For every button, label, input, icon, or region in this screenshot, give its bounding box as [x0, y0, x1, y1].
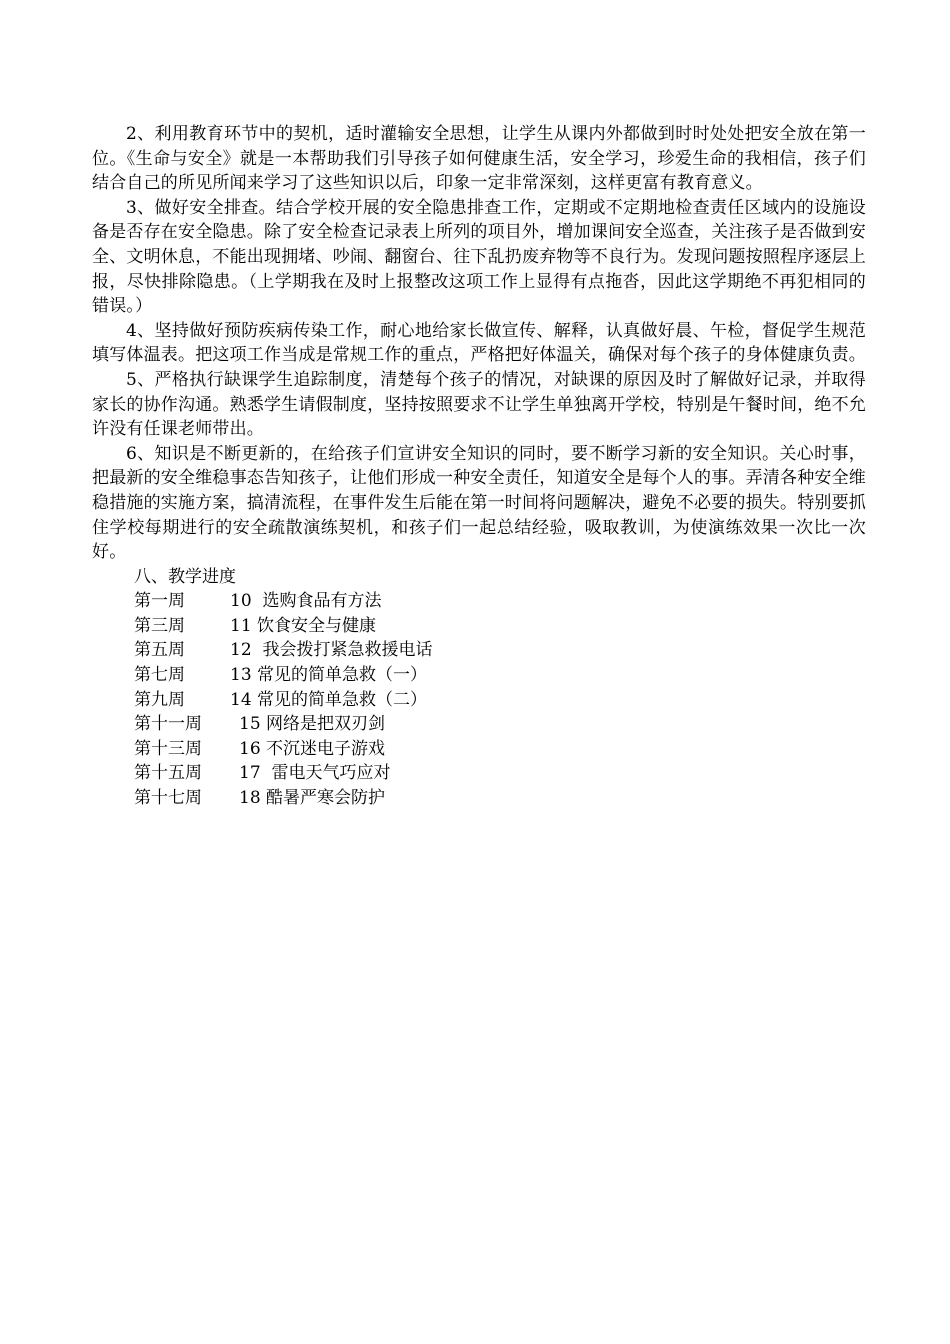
paragraph-item-2: 2、利用教育环节中的契机，适时灌输安全思想，让学生从课内外都做到时时处处把安全放在第一位。《生命与安全》就是一本帮助我们引导孩子如何健康生活，安全学习，珍爱生命的我相信，孩子们结合自己的所见所闻来学习了这些知识以后，印象一定非常深刻，这样更富有教育意义。	[92, 124, 866, 194]
schedule-row	[92, 688, 866, 713]
schedule-week: 第三周	[134, 615, 185, 636]
schedule-lesson: 10 选购食品有方法	[230, 591, 382, 612]
schedule-row	[92, 663, 866, 688]
schedule-lesson: 14 常见的简单急救（二）	[230, 689, 428, 710]
schedule-week: 第五周	[134, 640, 185, 661]
schedule-row	[92, 712, 866, 737]
schedule-week: 第九周	[134, 689, 185, 710]
paragraph-item-3: 3、做好安全排查。结合学校开展的安全隐患排查工作，定期或不定期地检查责任区域内的设施设备是否存在安全隐患。除了安全检查记录表上所列的项目外，增加课间安全巡查，关注孩子是否做到安全、文明休息，不能出现拥堵、吵闹、翻窗台、往下乱扔废弃物等不良行为。发现问题按照程序逐层上报，尽快排除隐患。（上学期我在及时上报整改这项工作上显得有点拖沓，因此这学期绝不再犯相同的错误。）	[92, 197, 866, 317]
schedule-row	[92, 614, 866, 639]
schedule-lesson: 16 不沉迷电子游戏	[239, 738, 386, 759]
paragraph-item-4: 4、坚持做好预防疾病传染工作，耐心地给家长做宣传、解释，认真做好晨、午检，督促学生规范填写体温表。把这项工作当成是常规工作的重点，严格把好体温关，确保对每个孩子的身体健康负责。	[92, 320, 866, 366]
document-page	[92, 122, 866, 811]
schedule-week: 第一周	[134, 591, 185, 612]
schedule-lesson: 18 酷暑严寒会防护	[239, 788, 386, 809]
schedule-lesson: 17 雷电天气巧应对	[239, 763, 391, 784]
schedule-week: 第七周	[134, 665, 185, 686]
schedule-row	[92, 786, 866, 811]
schedule-lesson: 15 网络是把双刃剑	[239, 714, 386, 735]
schedule-row	[92, 737, 866, 762]
schedule-lesson: 11 饮食安全与健康	[230, 615, 377, 636]
schedule-lesson: 12 我会拨打紧急救援电话	[230, 640, 433, 661]
paragraph-item-5: 5、严格执行缺课学生追踪制度，清楚每个孩子的情况，对缺课的原因及时了解做好记录，并取得家长的协作沟通。熟悉学生请假制度，坚持按照要求不让学生单独离开学校，特别是午餐时间，绝不允许没有任课老师带出。	[92, 369, 866, 440]
paragraph-item-6: 6、知识是不断更新的，在给孩子们宣讲安全知识的同时，要不断学习新的安全知识。关心时事，把最新的安全维稳事态告知孩子，让他们形成一种安全责任，知道安全是每个人的事。弄清各种安全维稳措施的实施方案，搞清流程，在事件发生后能在第一时间将问题解决，避免不必要的损失。特别要抓住学校每期进行的安全疏散演练契机，和孩子们一起总结经验，吸取教训，为使演练效果一次比一次好。	[92, 443, 866, 563]
schedule-row	[92, 761, 866, 786]
section-heading-teaching-schedule: 八、教学进度	[134, 566, 236, 587]
schedule-row	[92, 589, 866, 614]
schedule-week: 第十三周	[134, 738, 202, 759]
schedule-week: 第十七周	[134, 788, 202, 809]
schedule-row	[92, 638, 866, 663]
schedule-lesson: 13 常见的简单急救（一）	[230, 665, 428, 686]
teaching-schedule-list	[92, 589, 866, 810]
schedule-week: 第十一周	[134, 714, 202, 735]
schedule-week: 第十五周	[134, 763, 202, 784]
